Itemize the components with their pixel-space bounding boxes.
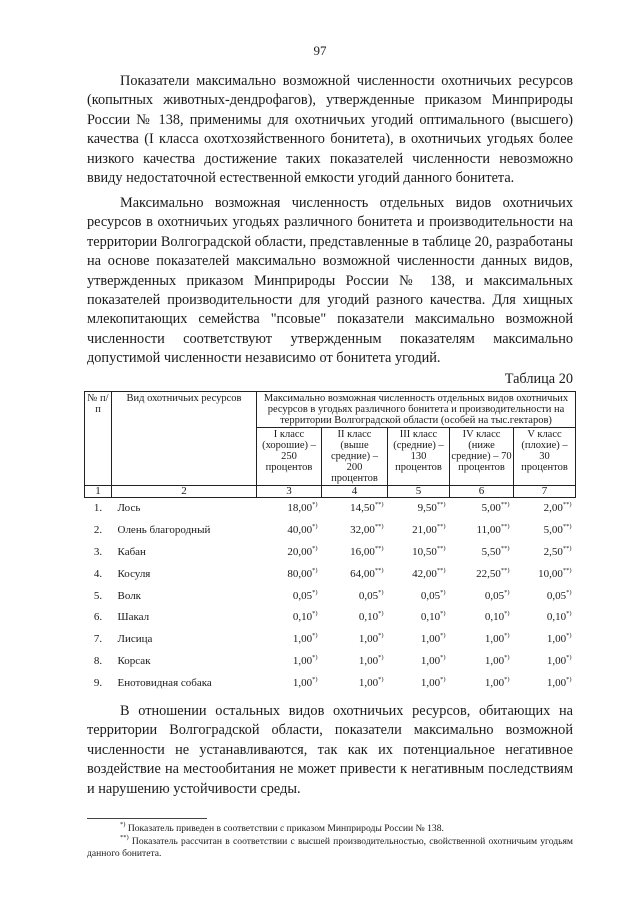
value-number: 1,00 <box>292 676 313 689</box>
value-cell <box>322 542 388 564</box>
footnote-mark: *) <box>312 588 318 596</box>
value-number: 40,00 <box>287 524 313 537</box>
species-name: Волк <box>117 589 142 602</box>
footnote-mark: *) <box>440 632 446 640</box>
value-cell <box>450 498 514 520</box>
value-cell <box>257 629 322 651</box>
footnote-separator <box>87 818 207 819</box>
value-cell <box>322 563 388 585</box>
header-class-5: V класс (плохие) – 30 процентов <box>514 428 576 486</box>
value-cell <box>450 585 514 607</box>
value-number: 0,05 <box>420 589 441 602</box>
footnote-mark: *) <box>378 588 384 596</box>
value-cell <box>388 520 450 542</box>
footnote-mark: *) <box>312 632 318 640</box>
footnote-mark: *) <box>504 588 510 596</box>
value-number: 0,05 <box>292 589 313 602</box>
footnote-mark: *) <box>312 675 318 683</box>
value-number: 42,00 <box>412 567 437 580</box>
column-number: 3 <box>257 486 322 498</box>
header-class-4: IV класс (ниже средние) – 70 процентов <box>450 428 514 486</box>
value-cell <box>257 672 322 694</box>
value-cell <box>388 651 450 673</box>
species-name: Косуля <box>117 567 151 580</box>
footnote-mark: **) <box>374 544 384 552</box>
row-number: 5. <box>93 589 103 602</box>
footnote-mark: *) <box>440 610 446 618</box>
value-cell <box>450 607 514 629</box>
page-number: 97 <box>313 43 327 58</box>
footnote-mark: **) <box>562 544 572 552</box>
value-number: 0,10 <box>420 611 441 624</box>
footnote-mark: *) <box>378 632 384 640</box>
column-number: 2 <box>112 486 257 498</box>
value-cell <box>322 607 388 629</box>
value-cell <box>322 520 388 542</box>
value-number: 80,00 <box>287 567 313 580</box>
value-number: 10,50 <box>412 545 437 558</box>
value-number: 20,00 <box>287 545 313 558</box>
value-number: 1,00 <box>484 654 505 667</box>
value-number: 9,50 <box>417 502 437 515</box>
value-number: 1,00 <box>358 654 379 667</box>
value-number: 1,00 <box>358 676 379 689</box>
value-cell <box>514 563 576 585</box>
header-class-2: II класс (выше средние) – 200 процентов <box>322 428 388 486</box>
row-number: 6. <box>93 611 103 624</box>
value-cell <box>388 607 450 629</box>
species-name: Енотовидная собака <box>117 676 212 689</box>
value-number: 0,05 <box>546 589 567 602</box>
footnote-mark: *) <box>504 632 510 640</box>
table-row <box>85 607 576 629</box>
value-number: 21,00 <box>412 524 437 537</box>
value-cell <box>388 542 450 564</box>
footnote-2-mark: **) <box>120 834 129 841</box>
value-number: 5,00 <box>543 524 563 537</box>
value-cell <box>388 629 450 651</box>
paragraph-conclusion: В отношении остальных видов охотничьих ресурсов, обитающих на территории Волгоградской области, показатели максимально возможной численности не устанавливаются, так как их потенциальное негативное воздействие на местообитания не может привести к негативным последствиям и нарушению устойчивости среды. <box>87 703 573 797</box>
value-number: 1,00 <box>358 633 379 646</box>
value-cell <box>514 607 576 629</box>
footnote-mark: **) <box>500 566 510 574</box>
value-cell <box>322 585 388 607</box>
footnote-mark: *) <box>504 610 510 618</box>
value-cell <box>514 520 576 542</box>
value-cell <box>322 498 388 520</box>
value-number: 1,00 <box>546 633 567 646</box>
table-body <box>85 498 576 695</box>
value-number: 0,10 <box>292 611 313 624</box>
value-number: 11,00 <box>476 524 501 537</box>
value-number: 10,00 <box>538 567 563 580</box>
value-number: 1,00 <box>420 633 441 646</box>
value-cell <box>450 542 514 564</box>
value-number: 32,00 <box>350 524 375 537</box>
value-number: 5,50 <box>481 545 501 558</box>
value-cell <box>450 563 514 585</box>
column-number: 4 <box>322 486 388 498</box>
table-row <box>85 651 576 673</box>
value-cell <box>514 542 576 564</box>
value-cell <box>450 520 514 542</box>
value-number: 0,05 <box>484 589 505 602</box>
table-row <box>85 585 576 607</box>
value-cell <box>322 629 388 651</box>
footnote-mark: **) <box>374 501 384 509</box>
value-cell <box>257 542 322 564</box>
column-number: 5 <box>388 486 450 498</box>
footnote-mark: **) <box>436 501 446 509</box>
value-cell <box>257 498 322 520</box>
value-number: 1,00 <box>292 633 313 646</box>
value-cell <box>514 651 576 673</box>
value-cell <box>388 498 450 520</box>
value-cell <box>257 607 322 629</box>
footnote-mark: *) <box>440 588 446 596</box>
table-caption: Таблица 20 <box>504 371 573 387</box>
footnote-mark: *) <box>312 544 318 552</box>
value-cell <box>322 651 388 673</box>
footnote-mark: **) <box>500 501 510 509</box>
value-number: 1,00 <box>546 654 567 667</box>
footnote-mark: *) <box>566 588 572 596</box>
footnote-mark: **) <box>562 566 572 574</box>
row-number: 8. <box>93 654 103 667</box>
row-number: 4. <box>93 567 103 580</box>
value-number: 0,10 <box>546 611 567 624</box>
footnote-mark: *) <box>378 675 384 683</box>
species-name: Корсак <box>117 654 151 667</box>
footnote-mark: **) <box>436 566 446 574</box>
footnote-mark: *) <box>566 675 572 683</box>
row-number: 1. <box>93 502 103 515</box>
footnote-mark: *) <box>312 610 318 618</box>
footnote-mark: *) <box>440 653 446 661</box>
footnote-1-text: Показатель приведен в соответствии с приказом Минприроды России № 138. <box>125 823 444 834</box>
value-cell <box>388 585 450 607</box>
value-cell <box>257 651 322 673</box>
species-name: Шакал <box>117 611 150 624</box>
footnote-mark: *) <box>566 632 572 640</box>
value-number: 16,00 <box>350 545 375 558</box>
value-cell <box>450 629 514 651</box>
footnote-mark: *) <box>504 675 510 683</box>
value-cell <box>388 563 450 585</box>
footnote-mark: **) <box>374 566 384 574</box>
column-number: 6 <box>450 486 514 498</box>
header-class-3: III класс (средние) – 130 процентов <box>388 428 450 486</box>
footnote-1 <box>87 823 573 835</box>
header-group: Максимально возможная численность отдельных видов охотничьих ресурсов в угодьях различного бонитета и производительности на территории Волгоградской области (особей на тыс.гектаров) <box>257 392 576 428</box>
value-cell <box>514 498 576 520</box>
table-row <box>85 629 576 651</box>
footnote-mark: *) <box>504 653 510 661</box>
value-number: 5,00 <box>481 502 501 515</box>
value-number: 2,50 <box>543 545 563 558</box>
footnote-mark: *) <box>378 610 384 618</box>
footnote-mark: **) <box>562 501 572 509</box>
footnote-mark: **) <box>436 523 446 531</box>
value-number: 22,50 <box>476 567 501 580</box>
table-row <box>85 498 576 520</box>
row-number: 7. <box>93 633 103 646</box>
footnote-mark: *) <box>312 653 318 661</box>
table-row <box>85 542 576 564</box>
footnote-mark: *) <box>566 653 572 661</box>
header-class-1: I класс (хорошие) – 250 процентов <box>257 428 322 486</box>
value-cell <box>257 520 322 542</box>
value-cell <box>257 585 322 607</box>
footnote-mark: *) <box>312 523 318 531</box>
value-cell <box>514 629 576 651</box>
species-name: Лось <box>117 502 141 515</box>
paragraph-table-description: Максимально возможная численность отдельных видов охотничьих ресурсов в охотничьих угодьях различного бонитета и производительности на территории Волгоградской области, представленные в таблице 20, разработаны на основе показателей максимально возможной численности данных видов, утвержденных приказом Минприроды России № 138, и максимальных показателей производительности для угодий разного качества. Для хищных млекопитающих семейства "псовые" показатели максимально возможной численности соответствуют утвержденным показателям максимально допустимой численности независимо от бонитета угодий. <box>87 195 573 367</box>
value-number: 14,50 <box>350 502 375 515</box>
column-number: 7 <box>514 486 576 498</box>
header-number: № п/п <box>85 392 112 486</box>
footnote-1-mark: *) <box>120 821 126 828</box>
value-number: 1,00 <box>420 654 441 667</box>
value-number: 0,05 <box>358 589 379 602</box>
footnote-2 <box>87 836 573 860</box>
footnote-mark: **) <box>500 544 510 552</box>
column-number-row <box>85 486 576 498</box>
row-number: 3. <box>93 545 103 558</box>
value-number: 1,00 <box>546 676 567 689</box>
species-name: Олень благородный <box>117 524 211 537</box>
species-name: Кабан <box>117 545 146 558</box>
footnote-mark: **) <box>436 544 446 552</box>
value-cell <box>514 672 576 694</box>
value-number: 1,00 <box>484 676 505 689</box>
paragraph-intro: Показатели максимально возможной численности охотничьих ресурсов (копытных животных-дендрофагов), утвержденные приказом Минприроды России № 138, применимы для охотничьих угодий оптимального (высшего) качества (I класса охотхозяйственного бонитета), в охотничьих угодьях более низкого качества достижение таких показателей численности невозможно ввиду недостаточной естественной емкости угодий данного бонитета. <box>87 73 573 187</box>
footnote-mark: *) <box>566 610 572 618</box>
value-number: 0,10 <box>484 611 505 624</box>
footnote-mark: *) <box>312 566 318 574</box>
table-row <box>85 672 576 694</box>
header-species: Вид охотничьих ресурсов <box>112 392 257 486</box>
value-number: 18,00 <box>287 502 313 515</box>
table-row <box>85 563 576 585</box>
population-table <box>84 391 576 694</box>
value-number: 64,00 <box>350 567 375 580</box>
footnote-mark: *) <box>312 501 318 509</box>
value-cell <box>257 563 322 585</box>
footnote-mark: **) <box>500 523 510 531</box>
value-number: 1,00 <box>420 676 441 689</box>
row-number: 9. <box>93 676 103 689</box>
value-cell <box>388 672 450 694</box>
value-number: 1,00 <box>292 654 313 667</box>
column-number: 1 <box>85 486 112 498</box>
value-cell <box>450 651 514 673</box>
value-number: 2,00 <box>543 502 563 515</box>
value-cell <box>514 585 576 607</box>
row-number: 2. <box>93 524 103 537</box>
footnote-mark: **) <box>562 523 572 531</box>
footnote-2-text: Показатель рассчитан в соответствии с высшей производительностью, свойственной охотничьим угодьям данного бонитета. <box>87 836 573 859</box>
value-number: 1,00 <box>484 633 505 646</box>
value-cell <box>450 672 514 694</box>
table-row <box>85 520 576 542</box>
footnote-mark: **) <box>374 523 384 531</box>
species-name: Лисица <box>117 633 153 646</box>
footnote-mark: *) <box>378 653 384 661</box>
value-cell <box>322 672 388 694</box>
value-number: 0,10 <box>358 611 379 624</box>
footnote-mark: *) <box>440 675 446 683</box>
